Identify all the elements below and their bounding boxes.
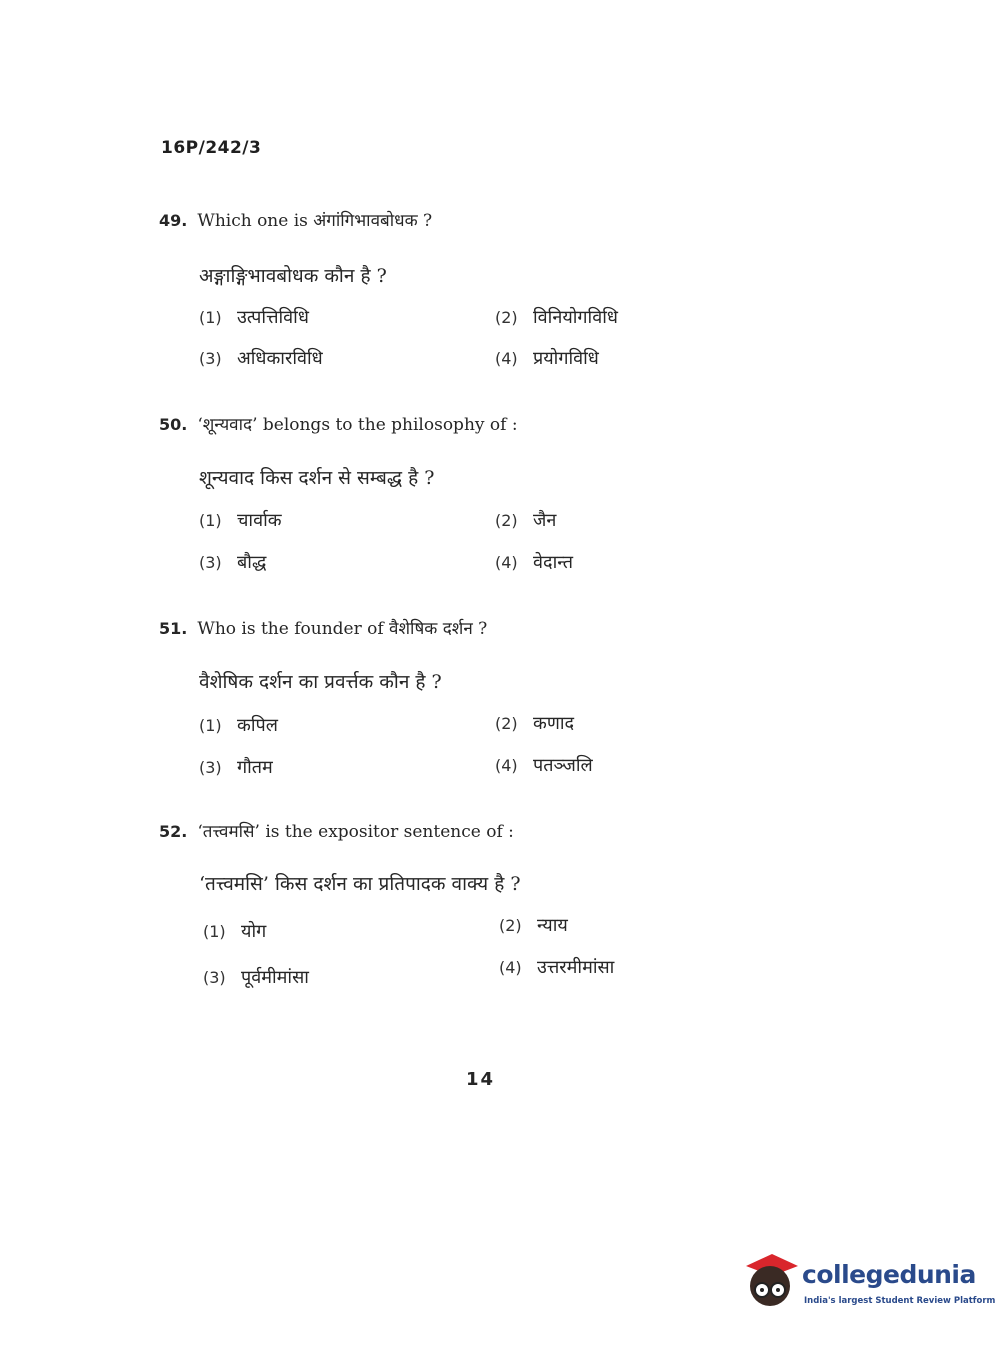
question-number: 51.: [159, 619, 188, 638]
paper-code: 16P/242/3: [161, 138, 262, 158]
option-3: (3) पूर्वमीमांसा: [203, 967, 309, 988]
question-text: ‘शून्यवाद’ belongs to the philosophy of :: [197, 415, 518, 435]
option-4: (4) पतञ्जलि: [495, 755, 593, 776]
option-1: (1) उत्पत्तिविधि: [199, 307, 309, 328]
option-2: (2) न्याय: [499, 915, 568, 936]
question-50-hindi: शून्यवाद किस दर्शन से सम्बद्ध है ?: [199, 467, 435, 489]
question-text: ‘तत्त्वमसि’ is the expositor sentence of :: [197, 822, 514, 842]
question-51-hindi: वैशेषिक दर्शन का प्रवर्त्तक कौन है ?: [199, 671, 442, 693]
option-2: (2) कणाद: [495, 713, 575, 734]
question-number: 50.: [159, 415, 188, 434]
question-49-english: [159, 208, 432, 231]
question-text: Who is the founder of वैशेषिक दर्शन ?: [197, 619, 488, 639]
question-number: 52.: [159, 822, 188, 841]
brand-tagline: India's largest Student Review Platform: [804, 1296, 996, 1306]
option-1: (1) चार्वाक: [199, 510, 282, 531]
question-52-english: [159, 819, 514, 842]
option-4: (4) उत्तरमीमांसा: [499, 957, 615, 978]
option-2: (2) जैन: [495, 510, 557, 531]
option-3: (3) अधिकारविधि: [199, 348, 323, 369]
option-3: (3) बौद्ध: [199, 552, 267, 573]
brand-name: collegedunia: [802, 1260, 976, 1289]
option-4: (4) वेदान्त: [495, 552, 574, 573]
option-4: (4) प्रयोगविधि: [495, 348, 599, 369]
page-number: 14: [466, 1069, 496, 1090]
question-51-english: [159, 616, 487, 639]
question-49-hindi: अङ्गाङ्गिभावबोधक कौन है ?: [199, 265, 387, 287]
question-50-english: [159, 412, 518, 435]
mascot-icon: [742, 1252, 802, 1312]
question-text: Which one is अंगांगिभावबोधक ?: [197, 211, 433, 231]
option-1: (1) योग: [203, 921, 267, 942]
option-2: (2) विनियोगविधि: [495, 307, 618, 328]
collegedunia-logo: [742, 1252, 996, 1312]
question-52-hindi: ‘तत्त्वमसि’ किस दर्शन का प्रतिपादक वाक्य है ?: [199, 873, 521, 895]
question-number: 49.: [159, 211, 188, 230]
option-3: (3) गौतम: [199, 757, 273, 778]
option-1: (1) कपिल: [199, 715, 278, 736]
